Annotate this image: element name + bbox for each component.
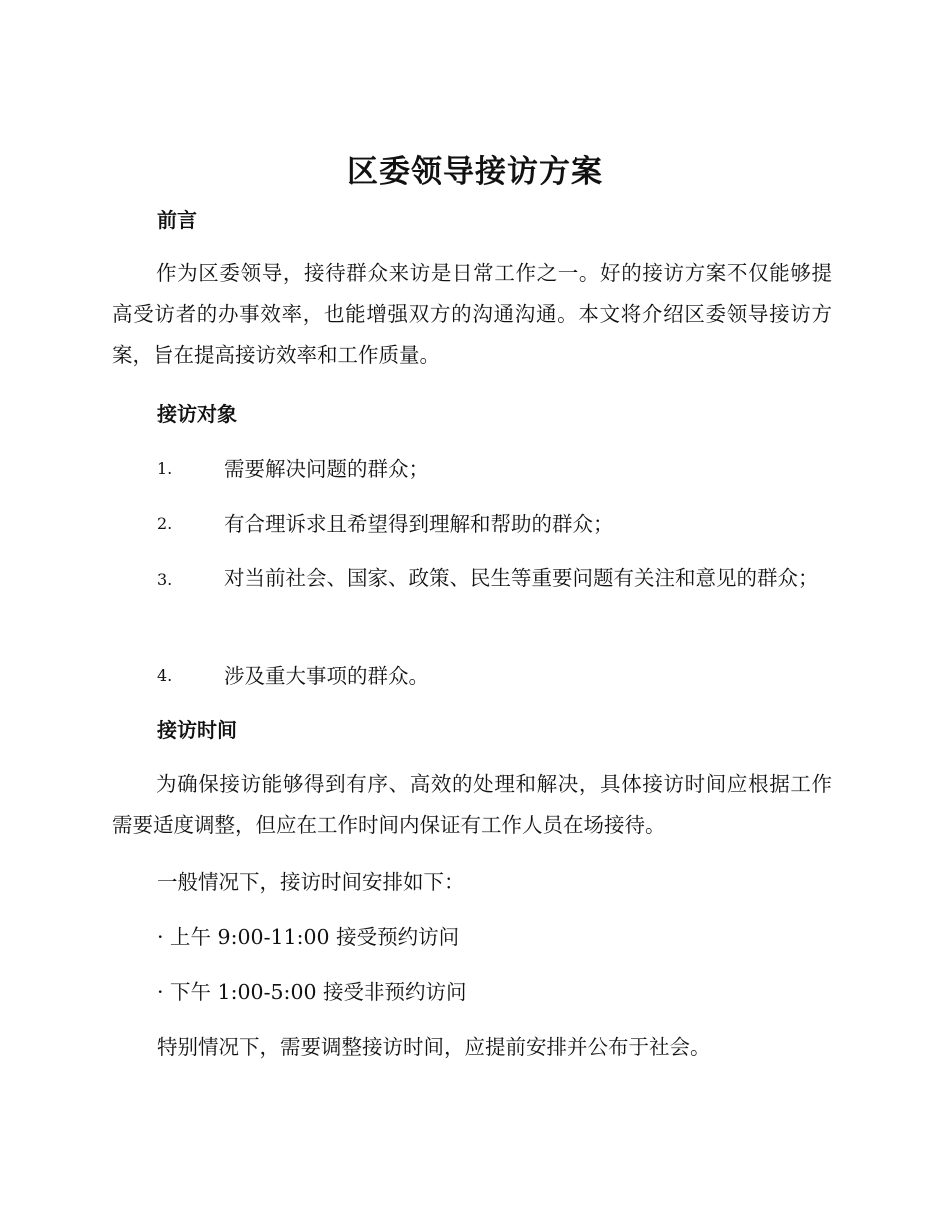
time-closing: 特别情况下，需要调整接访时间，应提前安排并公布于社会。 xyxy=(157,1035,711,1059)
list-item-text: 对当前社会、国家、政策、民生等重要问题有关注和意见的群众； xyxy=(224,566,819,590)
list-item-text: 涉及重大事项的群众。 xyxy=(224,664,429,688)
list-item-text: 需要解决问题的群众； xyxy=(224,457,429,481)
list-item-number: 4. xyxy=(157,666,173,685)
list-item xyxy=(112,557,832,601)
time-paragraph: 为确保接访能够得到有序、高效的处理和解决，具体接访时间应根据工作需要适度调整，但应在工作时间内保证有工作人员在场接待。 xyxy=(112,772,832,837)
section-heading-time: 接访时间 xyxy=(157,718,237,742)
list-item-number: 1. xyxy=(157,459,173,478)
section-heading-targets: 接访对象 xyxy=(157,402,237,426)
document-title: 区委领导接访方案 xyxy=(347,154,603,190)
list-item-number: 3. xyxy=(157,570,173,589)
list-item-text: 有合理诉求且希望得到理解和帮助的群众； xyxy=(224,512,614,536)
bullet-item: · 上午 9:00-11:00 接受预约访问 xyxy=(157,925,460,949)
section-heading-preface: 前言 xyxy=(157,208,197,232)
time-intro: 一般情况下，接访时间安排如下： xyxy=(157,870,465,894)
list-item-number: 2. xyxy=(157,514,173,533)
bullet-item: · 下午 1:00-5:00 接受非预约访问 xyxy=(157,980,467,1004)
preface-paragraph: 作为区委领导，接待群众来访是日常工作之一。好的接访方案不仅能够提高受访者的办事效率，也能增强双方的沟通沟通。本文将介绍区委领导接访方案，旨在提高接访效率和工作质量。 xyxy=(112,261,832,367)
